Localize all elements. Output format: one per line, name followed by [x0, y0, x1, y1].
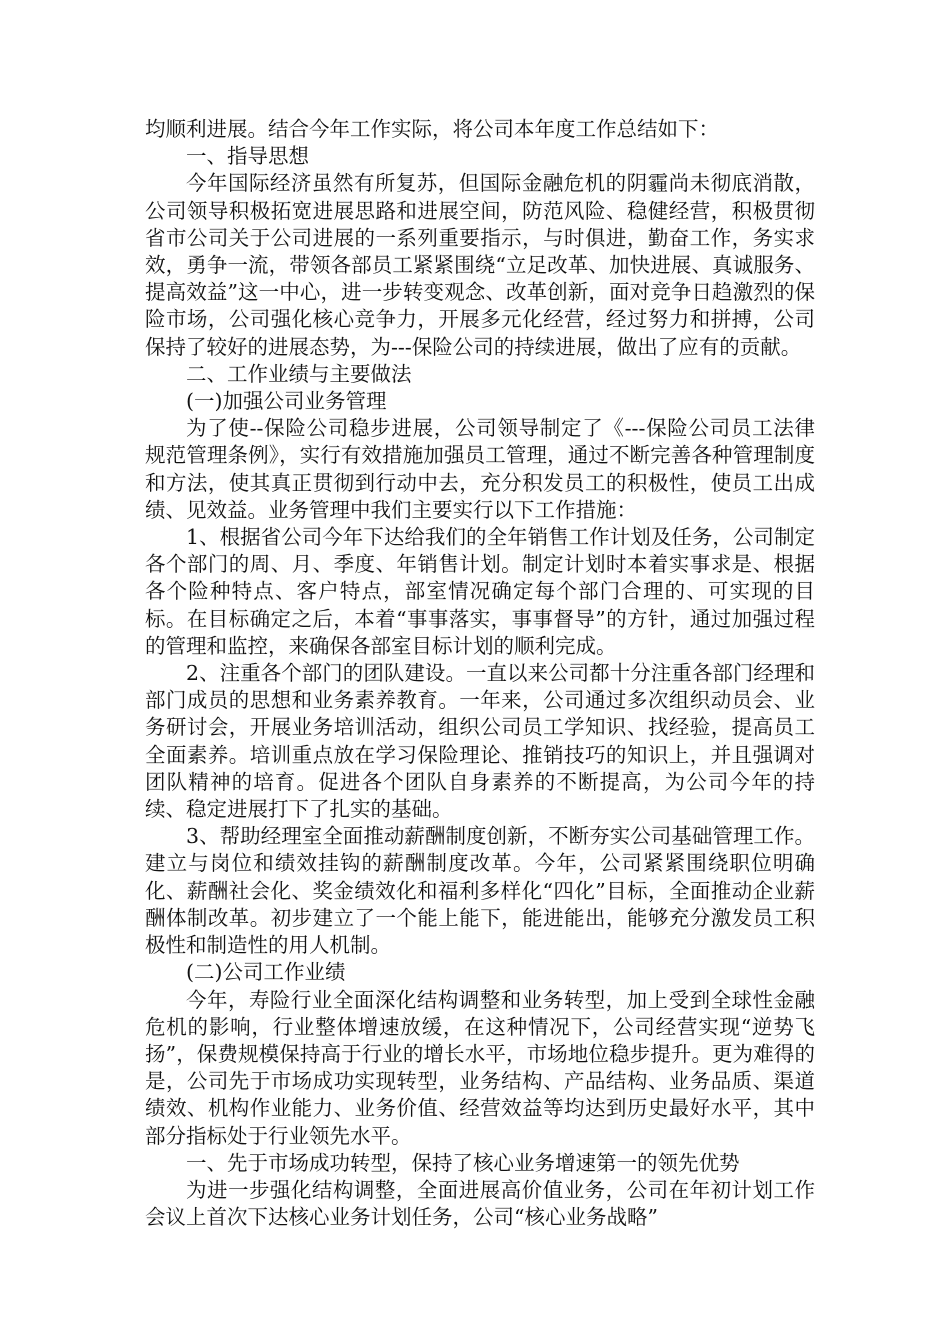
- paragraph-measure-1: 1、根据省公司今年下达给我们的全年销售工作计划及任务，公司制定各个部门的周、月、季度、年销售计划。制定计划时本着实事求是、根据各个险种特点、客户特点，部室情况确定每个部门合理的、可实现的目标。在目标确定之后，本着“事事落实，事事督导”的方针，通过加强过程的管理和监控，来确保各部室目标计划的顺利完成。: [145, 525, 815, 658]
- paragraph-measure-2: 2、注重各个部门的团队建设。一直以来公司都十分注重各部门经理和部门成员的思想和业务素养教育。一年来，公司通过多次组织动员会、业务研讨会，开展业务培训活动，组织公司员工学知识、找经验，提高员工全面素养。培训重点放在学习保险理论、推销技巧的知识上，并且强调对团队精神的培育。促进各个团队自身素养的不断提高，为公司今年的持续、稳定进展打下了扎实的基础。: [145, 661, 815, 822]
- paragraph-measure-3: 3、帮助经理室全面推动薪酬制度创新，不断夯实公司基础管理工作。建立与岗位和绩效挂钩的薪酬制度改革。今年，公司紧紧围绕职位明确化、薪酬社会化、奖金绩效化和福利多样化“四化”目标，全面推动企业薪酬体制改革。初步建立了一个能上能下，能进能出，能够充分激发员工积极性和制造性的用人机制。: [145, 824, 815, 958]
- subheading-company-performance: (二)公司工作业绩: [186, 960, 346, 985]
- paragraph-guiding-ideology: 今年国际经济虽然有所复苏，但国际金融危机的阴霾尚未彻底消散，公司领导积极拓宽进展思路和进展空间，防范风险、稳健经营，积极贯彻省市公司关于公司进展的一系列重要指示，与时俱进，勤奋工作，务实求效，勇争一流，带领各部员工紧紧围绕“立足改革、加快进展、真诚服务、提高效益”这一中心，进一步转变观念、改革创新，面对竞争日趋激烈的保险市场，公司强化核心竞争力，开展多元化经营，经过努力和拼搏，公司保持了较好的进展态势，为---保险公司的持续进展，做出了应有的贡献。: [145, 171, 815, 359]
- heading-achievements-methods: 二、工作业绩与主要做法: [186, 361, 412, 386]
- paragraph-business-management: 为了使--保险公司稳步进展，公司领导制定了《---保险公司员工法律规范管理条例》，实行有效措施加强员工管理，通过不断完善各种管理制度和方法，使其真正贯彻到行动中去，充分积发员工的积极性，使员工出成绩、见效益。业务管理中我们主要实行以下工作措施：: [145, 416, 815, 522]
- document-body: [145, 116, 815, 1231]
- paragraph-intro-continuation: 均顺利进展。结合今年工作实际，将公司本年度工作总结如下：: [145, 117, 719, 141]
- subheading-business-management: (一)加强公司业务管理: [186, 389, 387, 414]
- paragraph-company-performance: 今年，寿险行业全面深化结构调整和业务转型，加上受到全球性金融危机的影响，行业整体增速放缓，在这种情况下，公司经营实现“逆势飞扬”，保费规模保持高于行业的增长水平，市场地位稳步提升。更为难得的是，公司先于市场成功实现转型，业务结构、产品结构、业务品质、渠道绩效、机构作业能力、业务价值、经营效益等均达到历史最好水平，其中部分指标处于行业领先水平。: [145, 987, 815, 1148]
- heading-guiding-ideology: 一、指导思想: [186, 144, 309, 169]
- heading-core-business-transition: 一、先于市场成功转型，保持了核心业务增速第一的领先优势: [186, 1150, 740, 1175]
- paragraph-core-business-strategy: 为进一步强化结构调整，全面进展高价值业务，公司在年初计划工作会议上首次下达核心业务计划任务，公司“核心业务战略”: [145, 1177, 815, 1230]
